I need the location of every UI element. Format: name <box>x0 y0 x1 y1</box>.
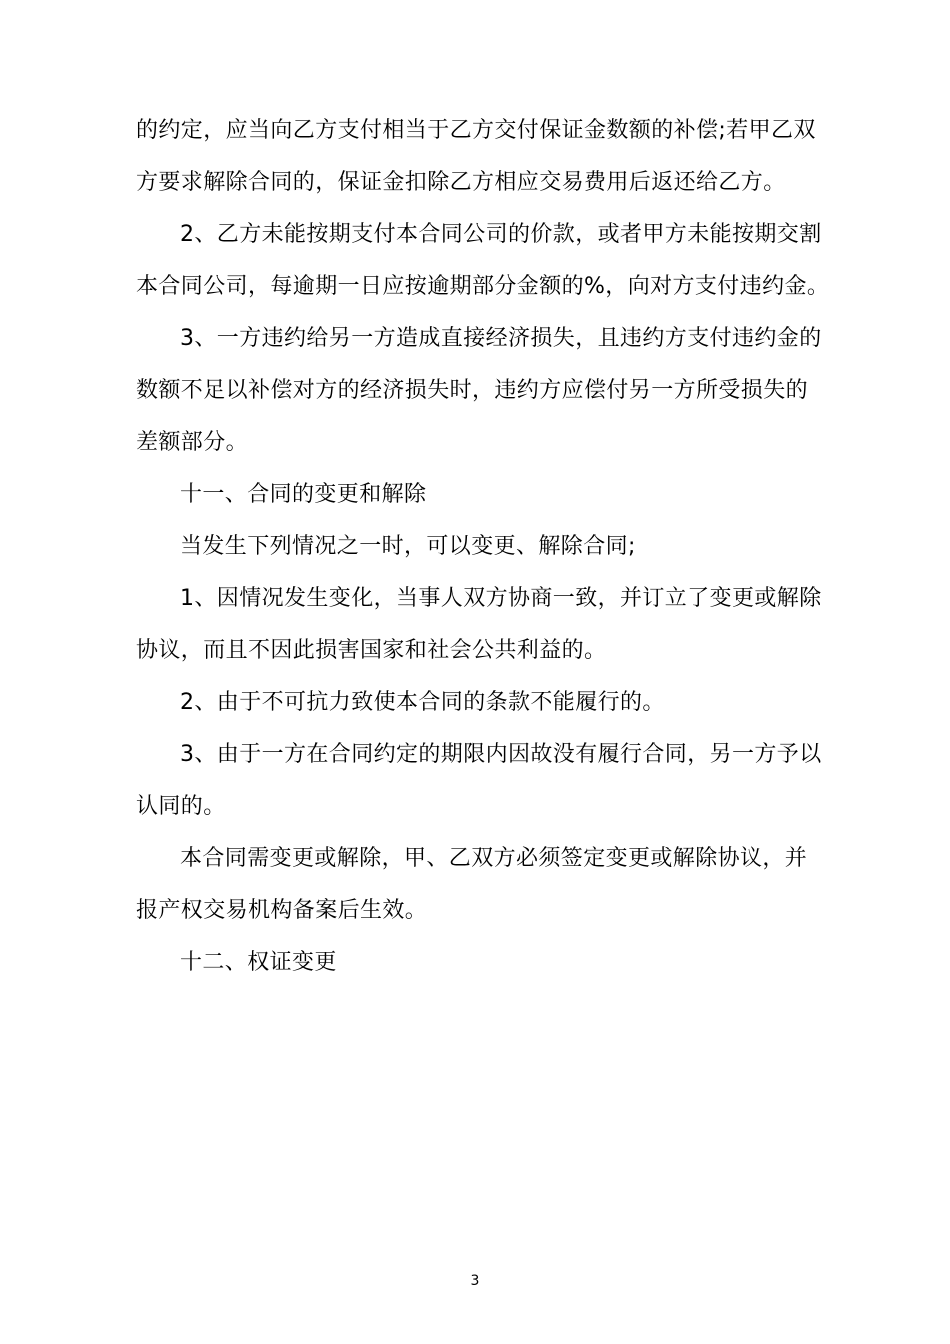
text-line: 3、由于一方在合同约定的期限内因故没有履行合同，另一方予以 <box>180 742 822 767</box>
text-line: 2、乙方未能按期支付本合同公司的价款，或者甲方未能按期交割 <box>180 222 822 247</box>
text-line: 3、一方违约给另一方造成直接经济损失，且违约方支付违约金的 <box>180 326 822 351</box>
text-line: 1、因情况发生变化，当事人双方协商一致，并订立了变更或解除 <box>180 586 822 611</box>
page-number: 3 <box>470 1273 480 1289</box>
section-heading: 十二、权证变更 <box>180 950 337 975</box>
text-line: 数额不足以补偿对方的经济损失时，违约方应偿付另一方所受损失的 <box>136 378 809 403</box>
text-line: 方要求解除合同的，保证金扣除乙方相应交易费用后返还给乙方。 <box>136 170 786 195</box>
text-line: 差额部分。 <box>136 430 249 455</box>
text-line: 认同的。 <box>136 794 226 819</box>
text-line: 2、由于不可抗力致使本合同的条款不能履行的。 <box>180 690 665 715</box>
text-line: 的约定，应当向乙方支付相当于乙方交付保证金数额的补偿;若甲乙双 <box>136 118 816 143</box>
text-line: 报产权交易机构备案后生效。 <box>136 898 428 923</box>
text-line: 本合同需变更或解除，甲、乙双方必须签定变更或解除协议，并 <box>180 846 808 871</box>
text-line: 当发生下列情况之一时，可以变更、解除合同; <box>180 534 636 559</box>
text-line: 本合同公司，每逾期一日应按逾期部分金额的%，向对方支付违约金。 <box>136 274 830 299</box>
section-heading: 十一、合同的变更和解除 <box>180 482 427 507</box>
text-line: 协议，而且不因此损害国家和社会公共利益的。 <box>136 638 607 663</box>
